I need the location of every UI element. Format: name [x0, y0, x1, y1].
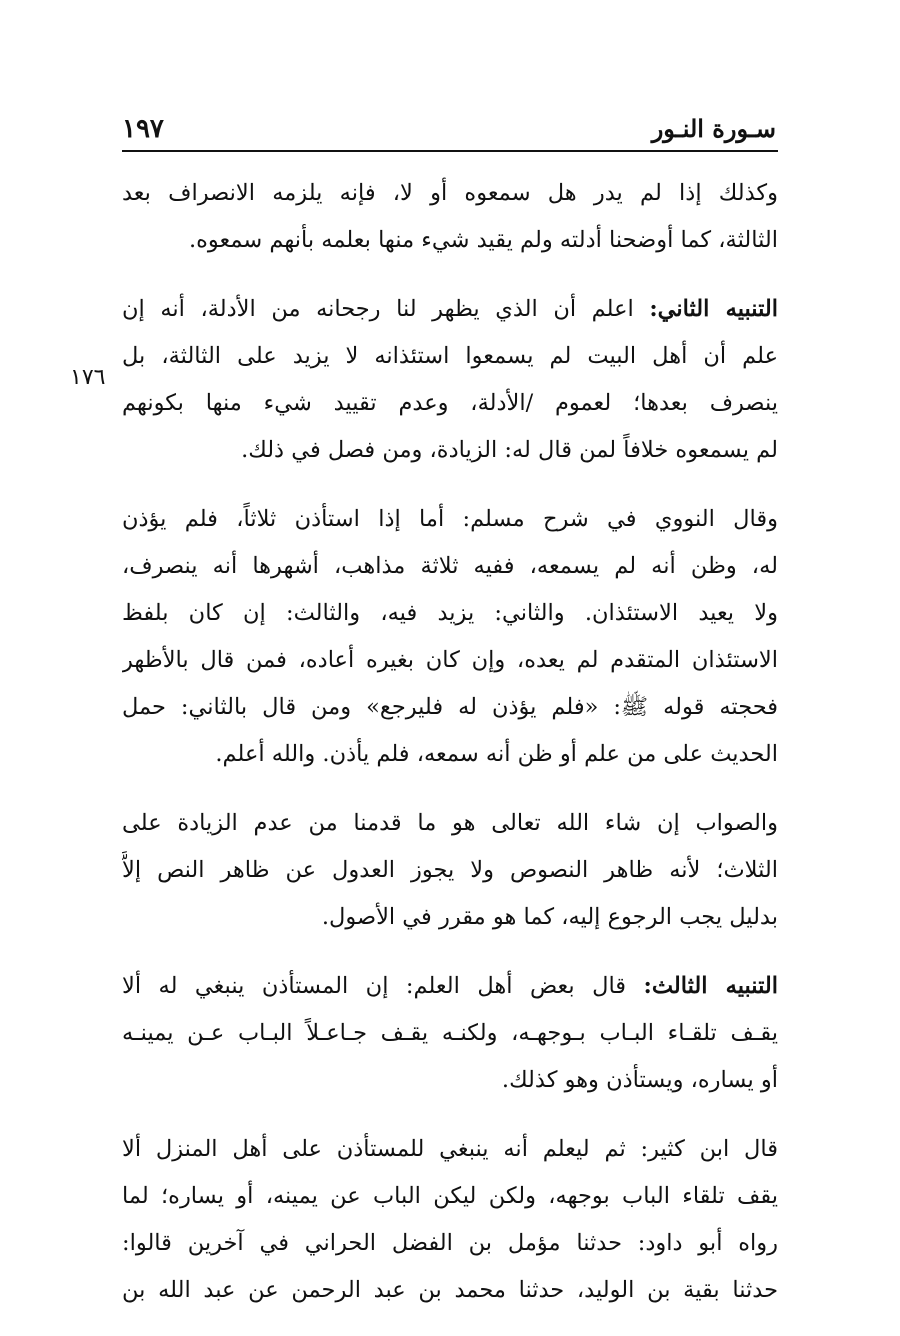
text-line: وكذلك إذا لم يدر هل سمعوه أو لا، فإنه يلزمه الانصراف بعد: [122, 180, 778, 206]
margin-page-marker: ١٧٦: [70, 365, 106, 390]
body-text: [122, 170, 778, 1336]
text-line: قال ابن كثير: ثم ليعلم أنه ينبغي للمستأذن على أهل المنزل ألا: [122, 1136, 778, 1162]
text-line: لم يسمعوه خلافاً لمن قال له: الزيادة، ومن فصل في ذلك.: [241, 437, 778, 463]
text-line: يقـف تلقـاء البـاب بـوجهـه، ولكنـه يقـف جـاعـلاً البـاب عـن يمينـه: [122, 1020, 778, 1046]
text-line: علم أن أهل البيت لم يسمعوا استئذانه لا يزيد على الثالثة، بل: [122, 343, 778, 369]
text-line: حدثنا بقية بن الوليد، حدثنا محمد بن عبد الرحمن عن عبد الله بن: [122, 1277, 778, 1303]
text-line: وقال النووي في شرح مسلم: أما إذا استأذن ثلاثاً، فلم يؤذن: [122, 506, 778, 532]
text-line: فحجته قوله ﷺ: «فلم يؤذن له فليرجع» ومن قال بالثاني: حمل: [122, 694, 778, 720]
surah-title: سـورة النـور: [651, 114, 776, 143]
paragraph: [122, 963, 778, 1104]
paragraph: [122, 800, 778, 941]
text-line: له، وظن أنه لم يسمعه، ففيه ثلاثة مذاهب، أشهرها أنه ينصرف،: [122, 553, 778, 579]
paragraph: [122, 286, 778, 474]
text-line: الحديث على من علم أو ظن أنه سمعه، فلم يأذن. والله أعلم.: [215, 741, 778, 767]
text-line: ولا يعيد الاستئذان. والثاني: يزيد فيه، والثالث: إن كان بلفظ: [122, 600, 778, 626]
running-header: [122, 112, 776, 152]
text-line: الثلاث؛ لأنه ظاهر النصوص ولا يجوز العدول عن ظاهر النص إلاَّ: [122, 857, 778, 883]
text-line: والصواب إن شاء الله تعالى هو ما قدمنا من عدم الزيادة على: [122, 810, 778, 836]
text-line: [122, 286, 778, 333]
text-line: بدليل يجب الرجوع إليه، كما هو مقرر في الأصول.: [321, 904, 778, 930]
paragraph: [122, 496, 778, 778]
page-number: ١٩٧: [122, 114, 164, 144]
text-line: ينصرف بعدها؛ لعموم /الأدلة، وعدم تقييد شيء منها بكونهم: [122, 390, 778, 416]
paragraph: [122, 1126, 778, 1314]
text-line: [122, 963, 778, 1010]
text-line: الثالثة، كما أوضحنا أدلته ولم يقيد شيء منها بعلمه بأنهم سمعوه.: [188, 227, 778, 253]
header-divider: [122, 150, 778, 152]
text-line: رواه أبو داود: حدثنا مؤمل بن الفضل الحراني في آخرين قالوا:: [122, 1230, 778, 1256]
text-line: أو يساره، ويستأذن وهو كذلك.: [501, 1067, 778, 1093]
section-heading: التنبيه الثاني:: [649, 296, 778, 322]
section-heading: التنبيه الثالث:: [643, 973, 778, 999]
text-span: اعلم أن الذي يظهر لنا رجحانه من الأدلة، أنه إن: [122, 296, 650, 322]
text-line: الاستئذان المتقدم لم يعده، وإن كان بغيره أعاده، فمن قال بالأظهر: [122, 647, 778, 673]
text-span: قال بعض أهل العلم: إن المستأذن ينبغي له ألا: [122, 973, 644, 999]
text-line: يقف تلقاء الباب بوجهه، ولكن ليكن الباب عن يمينه، أو يساره؛ لما: [122, 1183, 778, 1209]
paragraph: [122, 170, 778, 264]
